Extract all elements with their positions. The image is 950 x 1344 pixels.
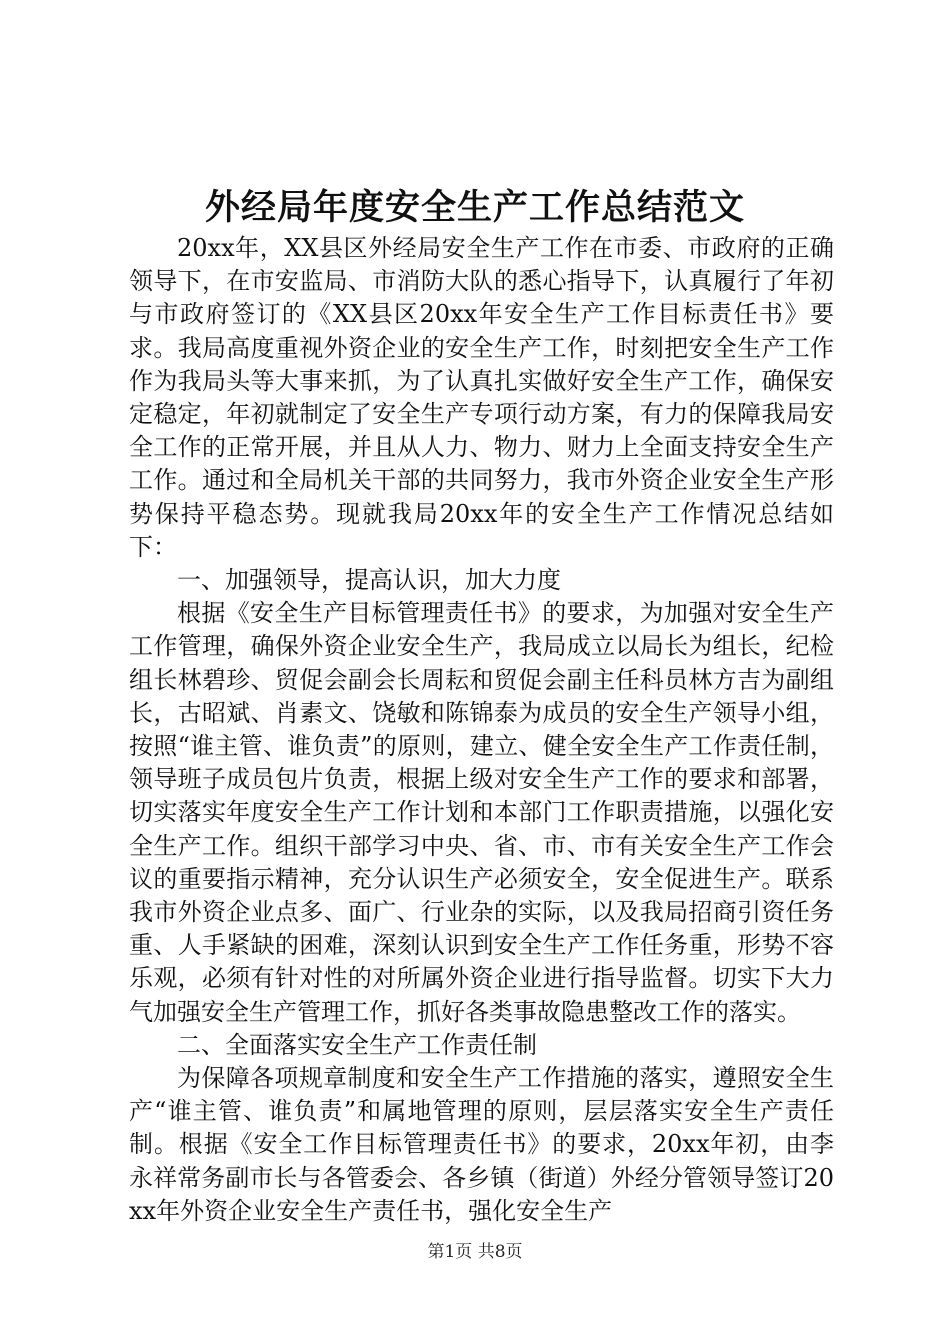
section-2-paragraph: 为保障各项规章制度和安全生产工作措施的落实，遵照安全生产“谁主管、谁负责”和属地管理的原则，层层落实安全生产责任制。根据《安全工作目标管理责任书》的要求，20xx年初，由李永祥常务副市长与各管委会、各乡镇（街道）外经分管领导签订20xx年外资企业安全生产责任书，强化安全生产 (129, 1064, 834, 1225)
document-title: 外经局年度安全生产工作总结范文 (204, 187, 745, 228)
section-1-paragraph: 根据《安全生产目标管理责任书》的要求，为加强对安全生产工作管理，确保外资企业安全生产，我局成立以局长为组长，纪检组长林碧珍、贸促会副会长周耘和贸促会副主任科员林方吉为副组长，古昭斌、肖素文、饶敏和陈锦泰为成员的安全生产领导小组，按照“谁主管、谁负责”的原则，建立、健全安全生产工作责任制，领导班子成员包片负责，根据上级对安全生产工作的要求和部署，切实落实年度安全生产工作计划和本部门工作职责措施，以强化安全生产工作。组织干部学习中央、省、市、市有关安全生产工作会议的重要指示精神，充分认识生产必须安全，安全促进生产。联系我市外资企业点多、面广、行业杂的实际，以及我局招商引资任务重、人手紧缺的困难，深刻认识到安全生产工作任务重，形势不容乐观，必须有针对性的对所属外资企业进行指导监督。切实下大力气加强安全生产管理工作，抓好各类事故隐患整改工作的落实。 (129, 599, 834, 1026)
document-body (129, 232, 834, 1228)
page-number: 第1页 共8页 (427, 1242, 523, 1262)
section-heading-2: 二、全面落实安全生产工作责任制 (177, 1030, 537, 1059)
section-heading-1: 一、加强领导，提高认识，加大力度 (177, 566, 561, 595)
intro-paragraph: 20xx年，XX县区外经局安全生产工作在市委、市政府的正确领导下，在市安监局、市消防大队的悉心指导下，认真履行了年初与市政府签订的《XX县区20xx年安全生产工作目标责任书》要求。我局高度重视外资企业的安全生产工作，时刻把安全生产工作作为我局头等大事来抓，为了认真扎实做好安全生产工作，确保安定稳定，年初就制定了安全生产专项行动方案，有力的保障我局安全工作的正常开展，并且从人力、物力、财力上全面支持安全生产工作。通过和全局机关干部的共同努力，我市外资企业安全生产形势保持平稳态势。现就我局20xx年的安全生产工作情况总结如下： (129, 234, 834, 561)
